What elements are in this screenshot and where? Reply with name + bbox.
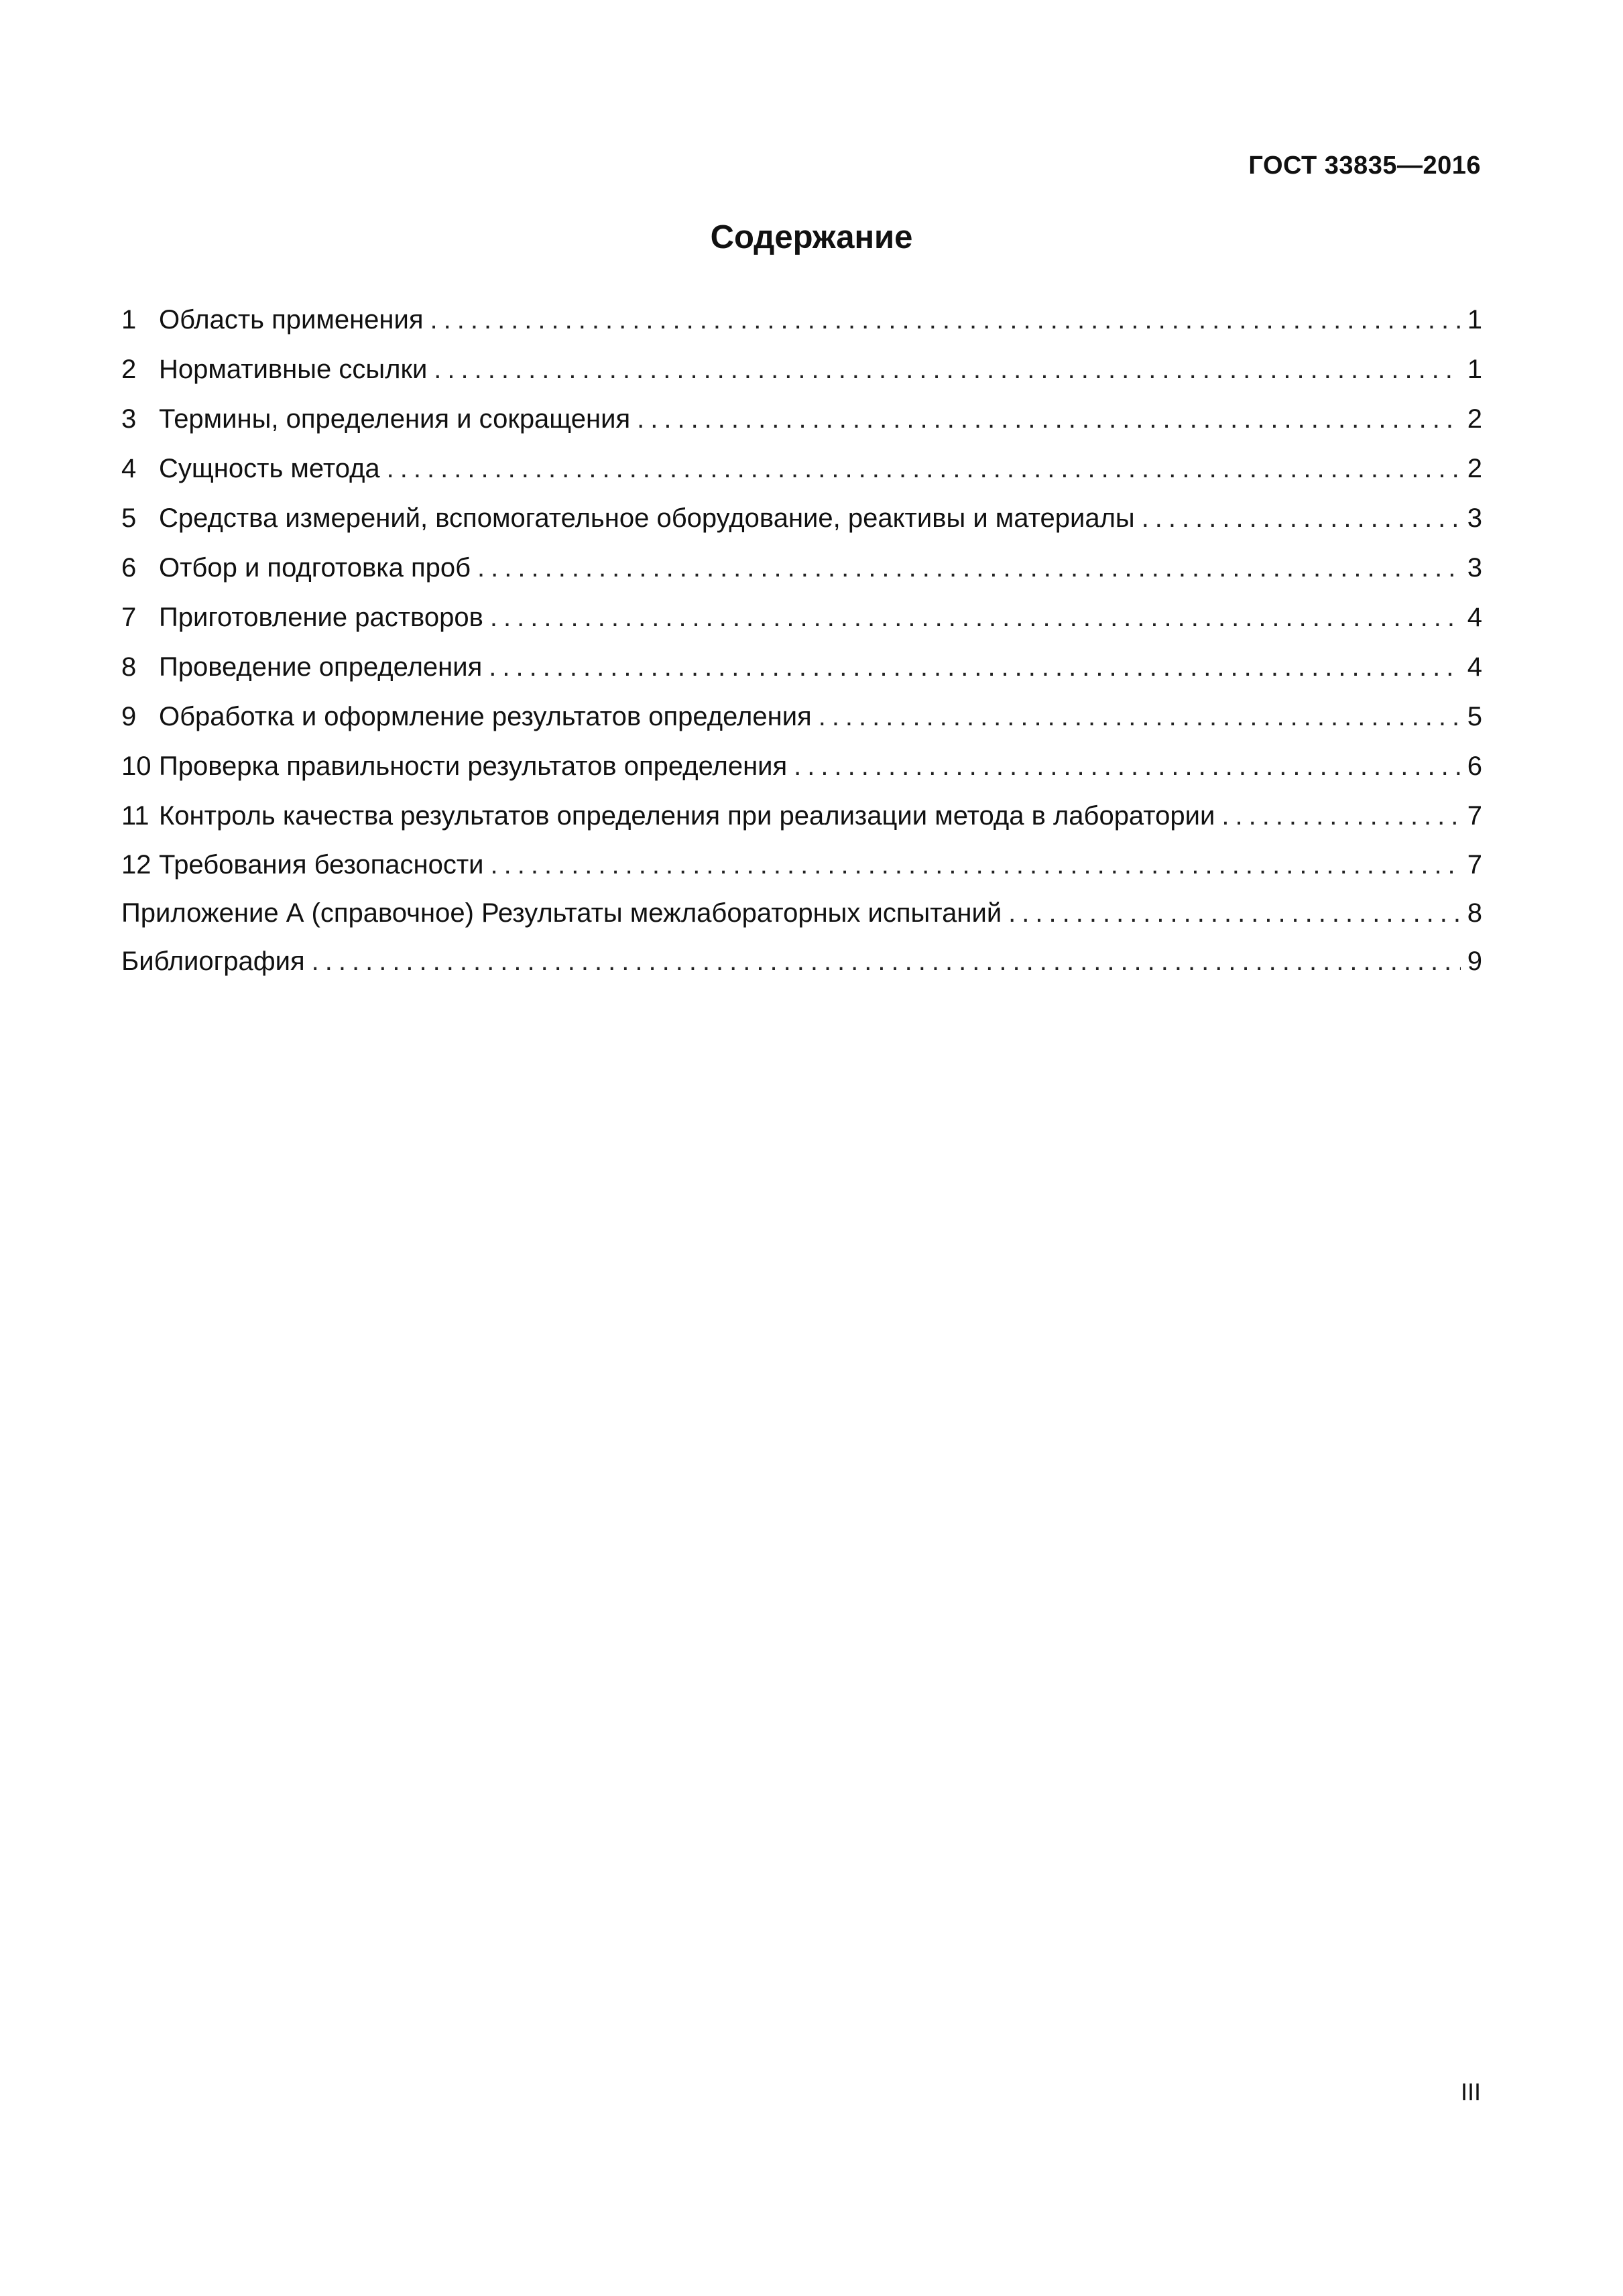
table-of-contents xyxy=(121,295,1482,985)
toc-leader-dots xyxy=(387,444,1461,493)
toc-item-number: 7 xyxy=(121,603,137,632)
toc-item-safety[interactable] xyxy=(121,841,1482,889)
toc-item-number: 5 xyxy=(121,503,137,533)
toc-item-page: 1 xyxy=(1467,305,1482,335)
toc-item-page: 6 xyxy=(1467,751,1482,781)
toc-item-page: 8 xyxy=(1467,898,1482,928)
toc-item-normative-references[interactable] xyxy=(121,345,1482,394)
toc-item-method-essence[interactable] xyxy=(121,444,1482,493)
toc-leader-dots xyxy=(491,841,1461,889)
toc-item-scope[interactable] xyxy=(121,295,1482,345)
toc-item-appendix-a[interactable] xyxy=(121,889,1482,937)
toc-leader-dots xyxy=(490,593,1461,642)
toc-item-page: 5 xyxy=(1467,702,1482,731)
toc-item-page: 3 xyxy=(1467,553,1482,583)
toc-item-title: Требования безопасности xyxy=(159,850,484,880)
toc-item-number: 4 xyxy=(121,454,137,483)
toc-leader-dots xyxy=(1142,493,1461,543)
toc-item-title: Приготовление растворов xyxy=(159,603,483,632)
toc-item-number: 9 xyxy=(121,702,137,731)
toc-item-title: Нормативные ссылки xyxy=(159,355,428,384)
toc-leader-dots xyxy=(489,642,1461,692)
toc-leader-dots xyxy=(1008,889,1461,937)
toc-leader-dots xyxy=(434,345,1460,394)
toc-item-page: 3 xyxy=(1467,503,1482,533)
toc-item-sampling[interactable] xyxy=(121,543,1482,593)
document-code: ГОСТ 33835—2016 xyxy=(1248,152,1481,180)
toc-item-title: Контроль качества результатов определения при реализации метода в лаборатории xyxy=(159,801,1215,831)
toc-item-equipment[interactable] xyxy=(121,493,1482,543)
toc-leader-dots xyxy=(1221,791,1460,841)
toc-item-number: 1 xyxy=(121,305,137,335)
toc-item-page: 2 xyxy=(1467,454,1482,483)
toc-item-verification[interactable] xyxy=(121,741,1482,791)
toc-item-solutions[interactable] xyxy=(121,593,1482,642)
toc-item-number: 11 xyxy=(121,801,149,831)
page-number: III xyxy=(1460,2078,1481,2106)
toc-item-number: 2 xyxy=(121,355,137,384)
toc-item-title: Средства измерений, вспомогательное оборудование, реактивы и материалы xyxy=(159,503,1135,533)
toc-item-title: Отбор и подготовка проб xyxy=(159,553,471,583)
toc-item-processing[interactable] xyxy=(121,692,1482,741)
toc-item-number: 12 xyxy=(121,850,152,880)
toc-item-title: Проведение определения xyxy=(159,652,483,682)
toc-item-number: 8 xyxy=(121,652,137,682)
toc-item-terms[interactable] xyxy=(121,394,1482,444)
toc-item-page: 4 xyxy=(1467,652,1482,682)
toc-title: Содержание xyxy=(710,219,913,255)
toc-leader-dots xyxy=(477,543,1461,593)
toc-item-number: 10 xyxy=(121,751,152,781)
toc-item-title: Обработка и оформление результатов определения xyxy=(159,702,812,731)
toc-item-bibliography[interactable] xyxy=(121,937,1482,985)
toc-item-title: Проверка правильности результатов определения xyxy=(159,751,788,781)
toc-item-determination[interactable] xyxy=(121,642,1482,692)
toc-leader-dots xyxy=(794,741,1461,791)
toc-item-number: 3 xyxy=(121,404,137,434)
toc-leader-dots xyxy=(430,295,1461,345)
toc-leader-dots xyxy=(637,394,1461,444)
toc-item-page: 9 xyxy=(1467,947,1482,976)
toc-item-page: 7 xyxy=(1467,801,1482,831)
toc-item-page: 7 xyxy=(1467,850,1482,880)
toc-leader-dots xyxy=(312,937,1461,985)
toc-item-page: 2 xyxy=(1467,404,1482,434)
toc-item-title: Приложение А (справочное) Результаты межлабораторных испытаний xyxy=(121,898,1002,928)
toc-item-title: Библиография xyxy=(121,947,305,976)
toc-item-title: Область применения xyxy=(159,305,424,335)
toc-item-title: Сущность метода xyxy=(159,454,380,483)
toc-item-title: Термины, определения и сокращения xyxy=(159,404,631,434)
toc-item-page: 1 xyxy=(1467,355,1482,384)
toc-leader-dots xyxy=(819,692,1461,741)
toc-item-page: 4 xyxy=(1467,603,1482,632)
toc-item-number: 6 xyxy=(121,553,137,583)
toc-item-quality-control[interactable] xyxy=(121,791,1482,841)
